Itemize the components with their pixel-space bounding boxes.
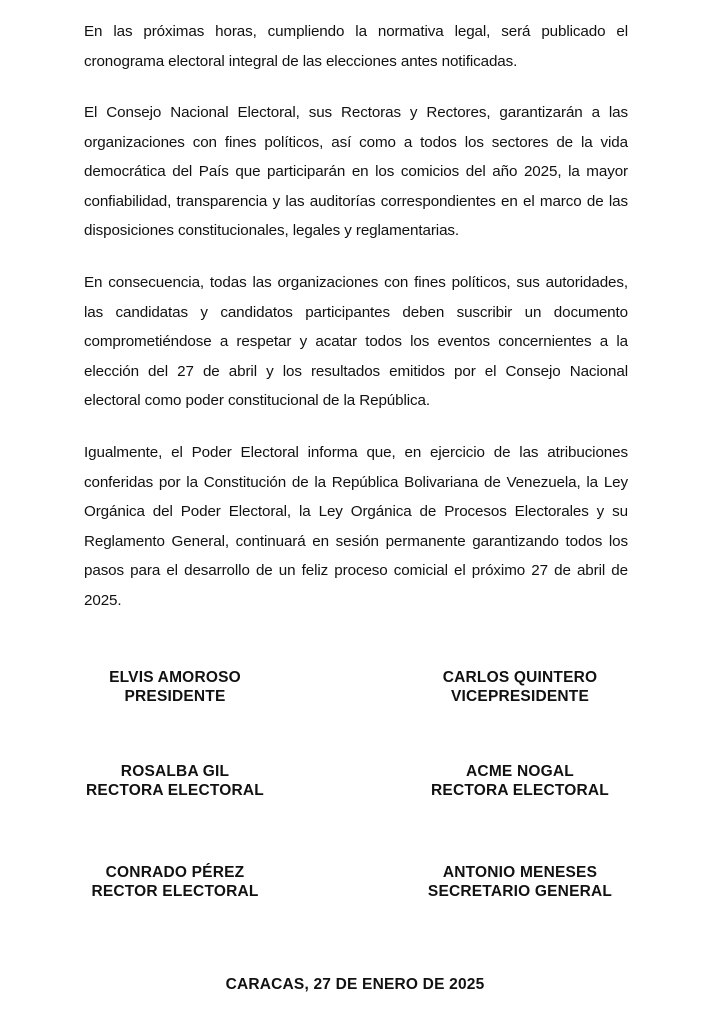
signatory-name: ELVIS AMOROSO: [109, 669, 241, 686]
signatory-title: RECTORA ELECTORAL: [431, 782, 609, 799]
signatory-name: ROSALBA GIL: [120, 763, 230, 780]
place-and-date: CARACAS, 27 DE ENERO DE 2025: [225, 976, 485, 993]
signatory-title: VICEPRESIDENTE: [450, 688, 590, 705]
signatory-title: PRESIDENTE: [124, 688, 226, 705]
signatory-title: RECTOR ELECTORAL: [91, 883, 259, 900]
signature-block-rectora-nogal: [415, 762, 625, 800]
signatory-name: ACME NOGAL: [466, 763, 574, 780]
signatory-name: CARLOS QUINTERO: [442, 669, 598, 686]
signature-block-rector-perez: [70, 863, 280, 901]
paragraph-compromiso: En consecuencia, todas las organizaciones con fines políticos, sus autoridades, las candidatas y candidatos participantes deben suscribir un documento comprometiéndose a respetar y acatar todos los eventos concernientes a la elección del 27 de abril y los resultados emitidos por el Consejo Nacional electoral como poder constitucional de la República.: [84, 274, 628, 409]
paragraph-sesion-permanente: Igualmente, el Poder Electoral informa que, en ejercicio de las atribuciones conferidas por la Constitución de la República Bolivariana de Venezuela, la Ley Orgánica del Poder Electoral, la Ley Orgánica de Procesos Electorales y su Reglamento General, continuará en sesión permanente garantizando todos los pasos para el desarrollo de un feliz proceso comicial el próximo 27 de abril de 2025.: [84, 444, 628, 609]
signatory-name: CONRADO PÉREZ: [105, 864, 245, 881]
paragraph-cronograma: En las próximas horas, cumpliendo la normativa legal, será publicado el cronograma electoral integral de las elecciones antes notificadas.: [84, 23, 628, 70]
signatory-name: ANTONIO MENESES: [442, 864, 598, 881]
signatory-title: SECRETARIO GENERAL: [427, 883, 613, 900]
signatory-title: RECTORA ELECTORAL: [86, 782, 264, 799]
signature-block-vicepresidente: [415, 668, 625, 706]
signature-block-presidente: [70, 668, 280, 706]
signature-block-secretario: [415, 863, 625, 901]
paragraph-garantias: El Consejo Nacional Electoral, sus Rectoras y Rectores, garantizarán a las organizaciones con fines políticos, así como a todos los sectores de la vida democrática del País que participarán en los comicios del año 2025, la mayor confiabilidad, transparencia y las auditorías correspondientes en el marco de las disposiciones constitucionales, legales y reglamentarias.: [84, 104, 628, 239]
signature-block-rectora-gil: [70, 762, 280, 800]
